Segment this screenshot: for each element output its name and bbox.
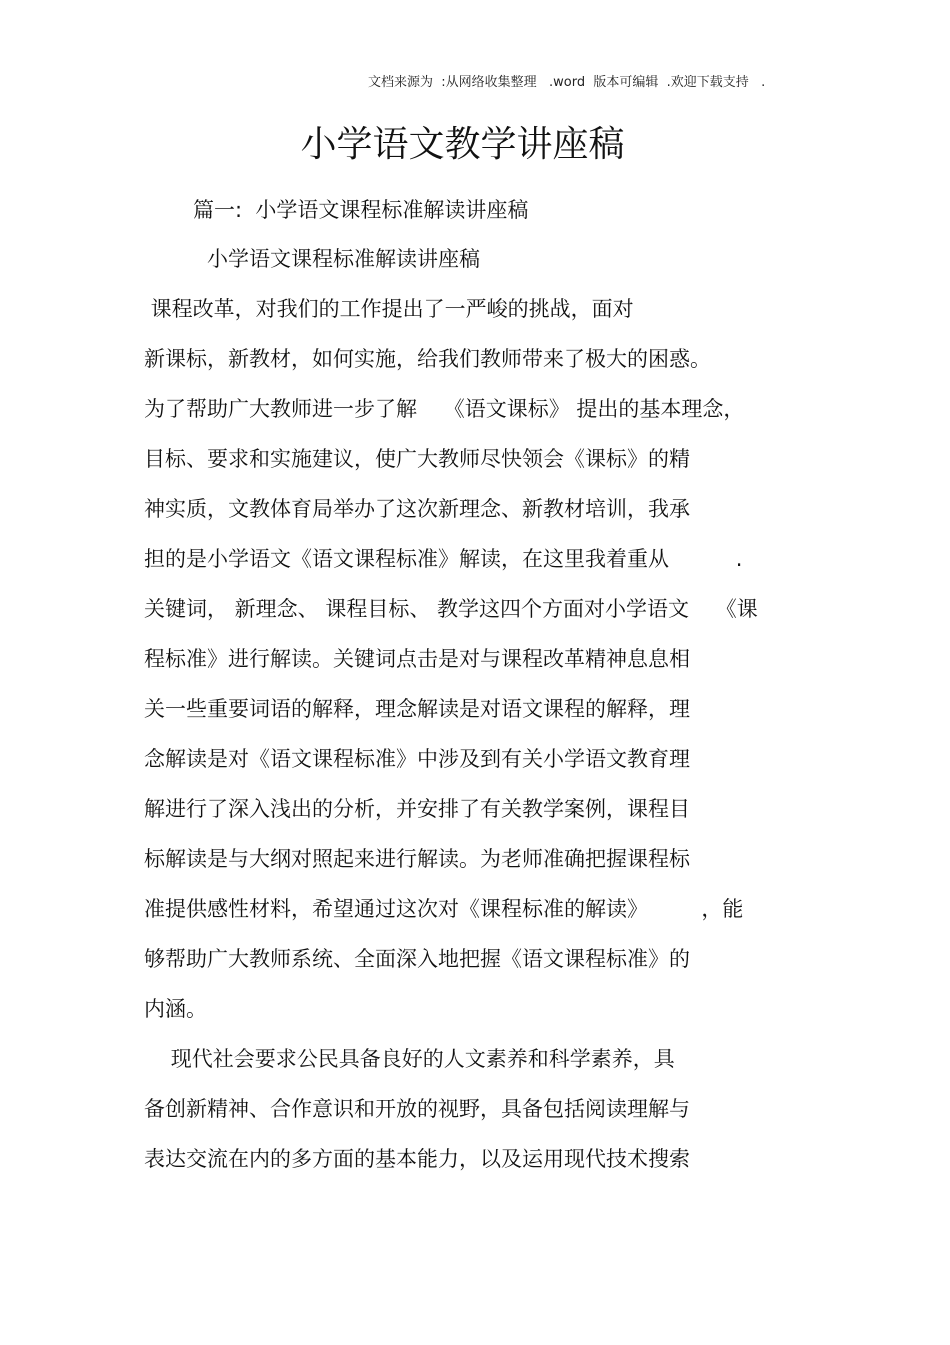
paragraph-line: 备创新精神、合作意识和开放的视野，具备包括阅读理解与 (144, 1097, 690, 1121)
paragraph-line: 课程改革，对我们的工作提出了一严峻的挑战，面对 (144, 297, 634, 321)
paragraph-line: 现代社会要求公民具备良好的人文素养和科学素养，具 (144, 1047, 675, 1071)
paragraph-line: 准提供感性材料，希望通过这次对《课程标准的解读》 ，能 (144, 897, 744, 921)
sub-heading: 小学语文课程标准解读讲座稿 (207, 247, 480, 271)
paragraph-line: 关键词， 新理念、 课程目标、 教学这四个方面对小学语文 《课 (144, 597, 758, 621)
paragraph-line: 为了帮助广大教师进一步了解 《语文课标》 提出的基本理念， (144, 397, 745, 421)
section-heading: 篇一: 小学语文课程标准解读讲座稿 (193, 198, 529, 222)
paragraph-line: 标解读是与大纲对照起来进行解读。为老师准确把握课程标 (144, 847, 690, 871)
paragraph-line: 担的是小学语文《语文课程标准》解读，在这里我着重从 . (144, 547, 743, 571)
document-title: 小学语文教学讲座稿 (300, 124, 625, 165)
paragraph-line: 解进行了深入浅出的分析，并安排了有关教学案例，课程目 (144, 797, 690, 821)
paragraph-line: 内涵。 (144, 997, 207, 1021)
paragraph-line: 目标、要求和实施建议，使广大教师尽快领会《课标》的精 (144, 447, 690, 471)
paragraph-line: 念解读是对《语文课程标准》中涉及到有关小学语文教育理 (144, 747, 690, 771)
paragraph-line: 新课标，新教材，如何实施，给我们教师带来了极大的困惑。 (144, 347, 711, 371)
paragraph-line: 程标准》进行解读。关键词点击是对与课程改革精神息息相 (144, 647, 690, 671)
paragraph-line: 神实质，文教体育局举办了这次新理念、新教材培训，我承 (144, 497, 690, 521)
paragraph-line: 关一些重要词语的解释，理念解读是对语文课程的解释，理 (144, 697, 690, 721)
paragraph-line: 够帮助广大教师系统、全面深入地把握《语文课程标准》的 (144, 947, 690, 971)
paragraph-line: 表达交流在内的多方面的基本能力，以及运用现代技术搜索 (144, 1147, 690, 1171)
header-note: 文档来源为 :从网络收集整理 .word 版本可编辑 .欢迎下载支持 . (368, 75, 766, 90)
